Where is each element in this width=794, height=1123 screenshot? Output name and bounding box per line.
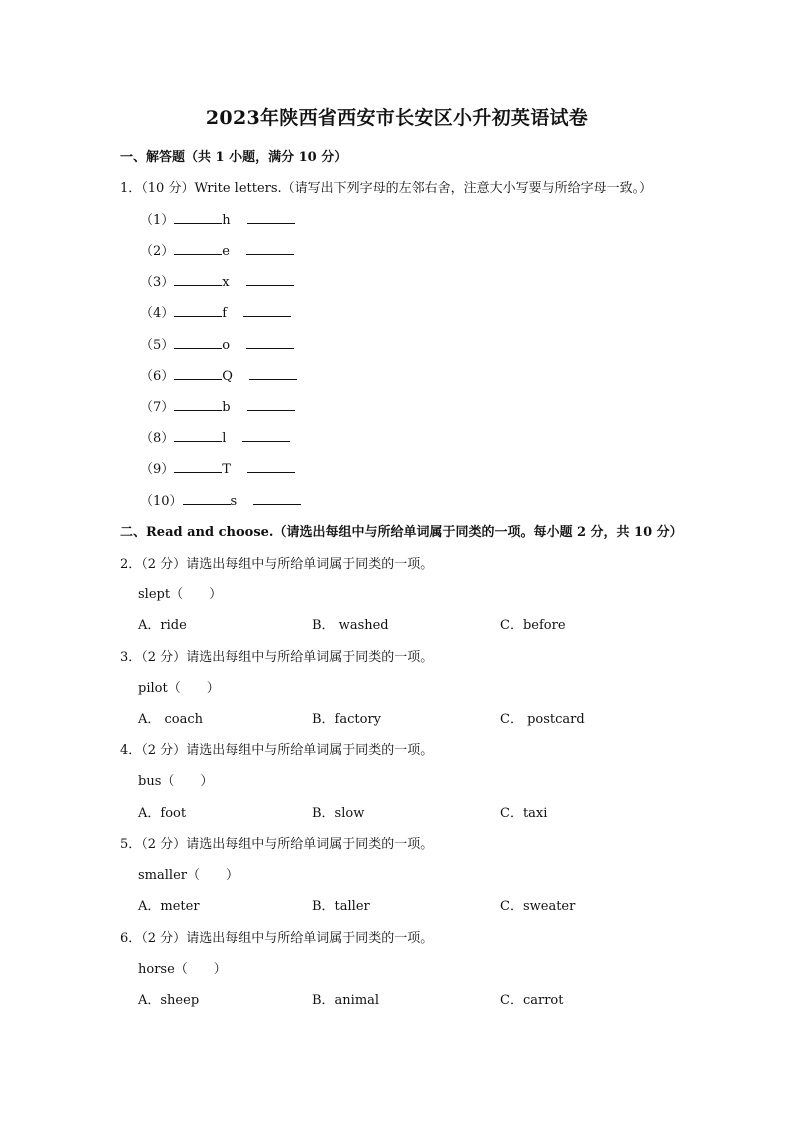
question-score: （2 分） [141, 650, 187, 665]
question-score: （10 分） [141, 181, 195, 196]
question-prompt: 请选出每组中与所给单词属于同类的一项。 [186, 650, 434, 665]
answer-blank-right[interactable] [242, 429, 290, 442]
answer-blank-left[interactable] [174, 367, 222, 380]
option-a[interactable]: A．foot [138, 806, 187, 821]
answer-blank-left[interactable] [174, 398, 222, 411]
option-c[interactable]: C．carrot [500, 993, 564, 1008]
answer-blank-right[interactable] [246, 273, 294, 286]
question-number: 1． [120, 181, 142, 196]
question-4 [120, 739, 433, 758]
item-number: （5） [140, 338, 175, 353]
question-score: （2 分） [141, 743, 187, 758]
option-c[interactable]: C．taxi [500, 806, 548, 821]
given-letter: b [222, 400, 231, 415]
answer-blank-left[interactable] [174, 273, 222, 286]
letter-item [140, 365, 297, 384]
letter-item [140, 334, 294, 353]
answer-blank-right[interactable] [249, 367, 297, 380]
item-number: （4） [140, 306, 175, 321]
section2-heading-cn: （请选出每组中与所给单词属于同类的一项。每小题 2 分，共 10 分） [273, 525, 683, 540]
question-text: Write letters.（请写出下列字母的左邻右舍，注意大小写要与所给字母一致。） [194, 181, 653, 196]
option-a[interactable]: A． coach [138, 712, 204, 727]
letter-item [140, 271, 294, 290]
answer-blank-right[interactable] [246, 336, 294, 349]
item-number: （9） [140, 462, 175, 477]
answer-blank-right[interactable] [253, 492, 301, 505]
option-b[interactable]: B．animal [312, 993, 380, 1008]
answer-blank-right[interactable] [247, 211, 295, 224]
given-word: slept（ ） [138, 587, 223, 602]
question-2 [120, 553, 433, 572]
question-6 [120, 927, 433, 946]
answer-blank-left[interactable] [174, 304, 222, 317]
given-letter: f [222, 306, 228, 321]
option-a[interactable]: A．sheep [138, 993, 200, 1008]
item-number: （8） [140, 431, 175, 446]
given-letter: h [222, 213, 231, 228]
option-b[interactable]: B．factory [312, 712, 382, 727]
given-word: pilot（ ） [138, 681, 220, 696]
question-1 [120, 177, 652, 196]
option-b[interactable]: B． washed [312, 618, 389, 633]
option-c[interactable]: C．before [500, 618, 566, 633]
question-prompt: 请选出每组中与所给单词属于同类的一项。 [186, 931, 434, 946]
given-letter: x [222, 275, 230, 290]
given-letter: l [222, 431, 227, 446]
section2-heading [120, 521, 683, 540]
answer-blank-right[interactable] [243, 304, 291, 317]
option-c[interactable]: C． postcard [500, 712, 585, 727]
option-b[interactable]: B．slow [312, 806, 365, 821]
item-number: （2） [140, 244, 175, 259]
answer-blank-left[interactable] [174, 429, 222, 442]
answer-blank-left[interactable] [174, 242, 222, 255]
question-score: （2 分） [141, 557, 187, 572]
answer-blank-left[interactable] [174, 211, 222, 224]
given-letter: e [222, 244, 230, 259]
letter-item [140, 490, 301, 509]
letter-item [140, 209, 295, 228]
answer-blank-left[interactable] [174, 336, 222, 349]
question-number: 3． [120, 650, 142, 665]
question-3 [120, 646, 433, 665]
answer-blank-left[interactable] [174, 460, 222, 473]
question-number: 2． [120, 557, 142, 572]
letter-item [140, 302, 291, 321]
answer-blank-right[interactable] [247, 460, 295, 473]
given-word: bus（ ） [138, 774, 214, 789]
answer-blank-left[interactable] [183, 492, 231, 505]
answer-blank-right[interactable] [246, 242, 294, 255]
question-score: （2 分） [141, 931, 187, 946]
given-letter: T [222, 462, 231, 477]
letter-item [140, 240, 294, 259]
question-number: 6． [120, 931, 142, 946]
given-letter: s [230, 494, 238, 509]
option-b[interactable]: B．taller [312, 899, 370, 914]
given-word: horse（ ） [138, 962, 227, 977]
question-number: 4． [120, 743, 142, 758]
item-number: （6） [140, 369, 175, 384]
question-number: 5． [120, 837, 142, 852]
page-title: 2023年陕西省西安市长安区小升初英语试卷 [205, 107, 589, 129]
item-number: （3） [140, 275, 175, 290]
section1-heading: 一、解答题（共 1 小题，满分 10 分） [120, 150, 348, 165]
given-letter: o [222, 338, 231, 353]
question-prompt: 请选出每组中与所给单词属于同类的一项。 [186, 557, 434, 572]
letter-item [140, 458, 295, 477]
option-c[interactable]: C．sweater [500, 899, 576, 914]
item-number: （10） [140, 494, 183, 509]
question-prompt: 请选出每组中与所给单词属于同类的一项。 [186, 837, 434, 852]
question-prompt: 请选出每组中与所给单词属于同类的一项。 [186, 743, 434, 758]
letter-item [140, 396, 295, 415]
option-a[interactable]: A．meter [138, 899, 200, 914]
given-word: smaller（ ） [138, 868, 239, 883]
question-5 [120, 833, 433, 852]
letter-item [140, 427, 290, 446]
option-a[interactable]: A．ride [138, 618, 187, 633]
question-score: （2 分） [141, 837, 187, 852]
given-letter: Q [222, 369, 233, 384]
section2-heading-en: 二、Read and choose. [120, 525, 274, 540]
answer-blank-right[interactable] [247, 398, 295, 411]
item-number: （7） [140, 400, 175, 415]
item-number: （1） [140, 213, 175, 228]
